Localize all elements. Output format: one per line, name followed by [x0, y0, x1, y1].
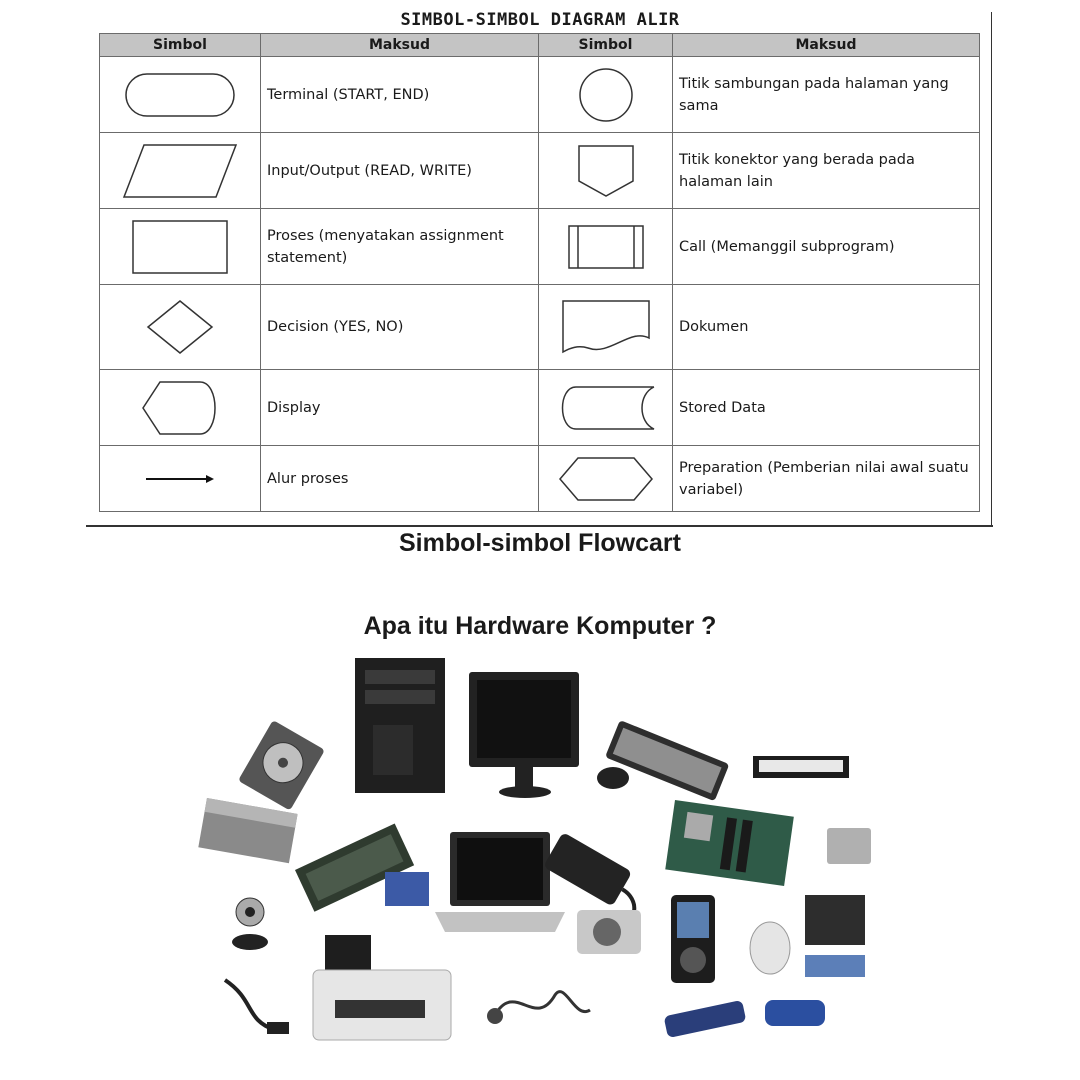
table-row — [100, 446, 980, 512]
symbol-meaning: Titik sambungan pada halaman yang sama — [673, 57, 980, 133]
symbol-meaning: Stored Data — [673, 370, 980, 446]
header-maksud: Maksud — [261, 34, 539, 57]
header-maksud: Maksud — [673, 34, 980, 57]
symbol-cell — [100, 133, 261, 209]
symbol-meaning: Decision (YES, NO) — [261, 285, 539, 370]
terminal-symbol-icon — [120, 70, 240, 120]
section-heading: Apa itu Hardware Komputer ? — [363, 612, 717, 640]
symbol-meaning: Display — [261, 370, 539, 446]
keyboard-icon — [605, 720, 729, 801]
call-subprogram-icon — [566, 223, 646, 271]
mp3-player-icon — [671, 895, 715, 983]
symbol-meaning: Input/Output (READ, WRITE) — [261, 133, 539, 209]
symbol-meaning: Titik konektor yang berada pada halaman lain — [673, 133, 980, 209]
symbol-meaning: Call (Memanggil subprogram) — [673, 209, 980, 285]
lcd-monitor-icon — [469, 672, 579, 798]
hard-drive-icon — [238, 720, 325, 811]
connector-circle-icon — [576, 65, 636, 125]
input-output-parallelogram-icon — [120, 141, 240, 201]
symbol-cell — [539, 446, 673, 512]
hardware-collage — [195, 650, 885, 1070]
table-title: SIMBOL-SIMBOL DIAGRAM ALIR — [400, 10, 680, 30]
symbol-cell — [539, 209, 673, 285]
symbol-cell — [539, 133, 673, 209]
table-row — [100, 57, 980, 133]
stored-data-icon — [554, 384, 658, 432]
table-header-row — [100, 34, 980, 57]
mouse-icon — [597, 767, 629, 789]
camera-icon — [577, 910, 641, 954]
webcam-icon — [232, 898, 268, 950]
symbol-cell — [100, 57, 261, 133]
usb-cable-icon — [225, 980, 289, 1034]
symbol-cell — [539, 370, 673, 446]
decision-diamond-icon — [145, 298, 215, 356]
document-symbol-icon — [560, 298, 652, 356]
page-edge-line — [991, 12, 992, 526]
ink-cartridge-icon — [385, 872, 429, 906]
divider — [86, 525, 993, 527]
symbol-meaning: Alur proses — [261, 446, 539, 512]
drive-icon — [827, 828, 871, 864]
ram-module-icon — [753, 756, 849, 778]
optical-drive-icon — [198, 798, 297, 863]
flowchart-symbol-table — [99, 33, 980, 512]
header-simbol: Simbol — [100, 34, 261, 57]
process-rectangle-icon — [130, 218, 230, 276]
table-row — [100, 370, 980, 446]
symbol-cell — [539, 57, 673, 133]
symbol-meaning: Preparation (Pemberian nilai awal suatu variabel) — [673, 446, 980, 512]
symbol-meaning: Dokumen — [673, 285, 980, 370]
symbol-meaning: Terminal (START, END) — [261, 57, 539, 133]
offpage-connector-icon — [576, 143, 636, 199]
flash-drive-icon — [664, 1000, 825, 1038]
header-simbol: Simbol — [539, 34, 673, 57]
symbol-cell — [100, 209, 261, 285]
symbol-cell — [100, 370, 261, 446]
earphones-icon — [487, 992, 590, 1024]
preparation-hexagon-icon — [556, 455, 656, 503]
table-row — [100, 285, 980, 370]
page-caption: Simbol-simbol Flowcart — [399, 529, 681, 557]
usb-mouse-icon — [750, 922, 790, 974]
printer-icon — [313, 935, 451, 1040]
display-symbol-icon — [140, 379, 220, 437]
symbol-cell — [539, 285, 673, 370]
flow-arrow-icon — [144, 471, 216, 487]
memory-card-icon — [805, 895, 865, 977]
symbol-cell — [100, 446, 261, 512]
symbol-cell — [100, 285, 261, 370]
symbol-meaning: Proses (menyatakan assignment statement) — [261, 209, 539, 285]
table-row — [100, 209, 980, 285]
table-row — [100, 133, 980, 209]
laptop-icon — [435, 832, 565, 932]
motherboard-icon — [665, 800, 794, 886]
pc-tower-icon — [355, 658, 445, 793]
